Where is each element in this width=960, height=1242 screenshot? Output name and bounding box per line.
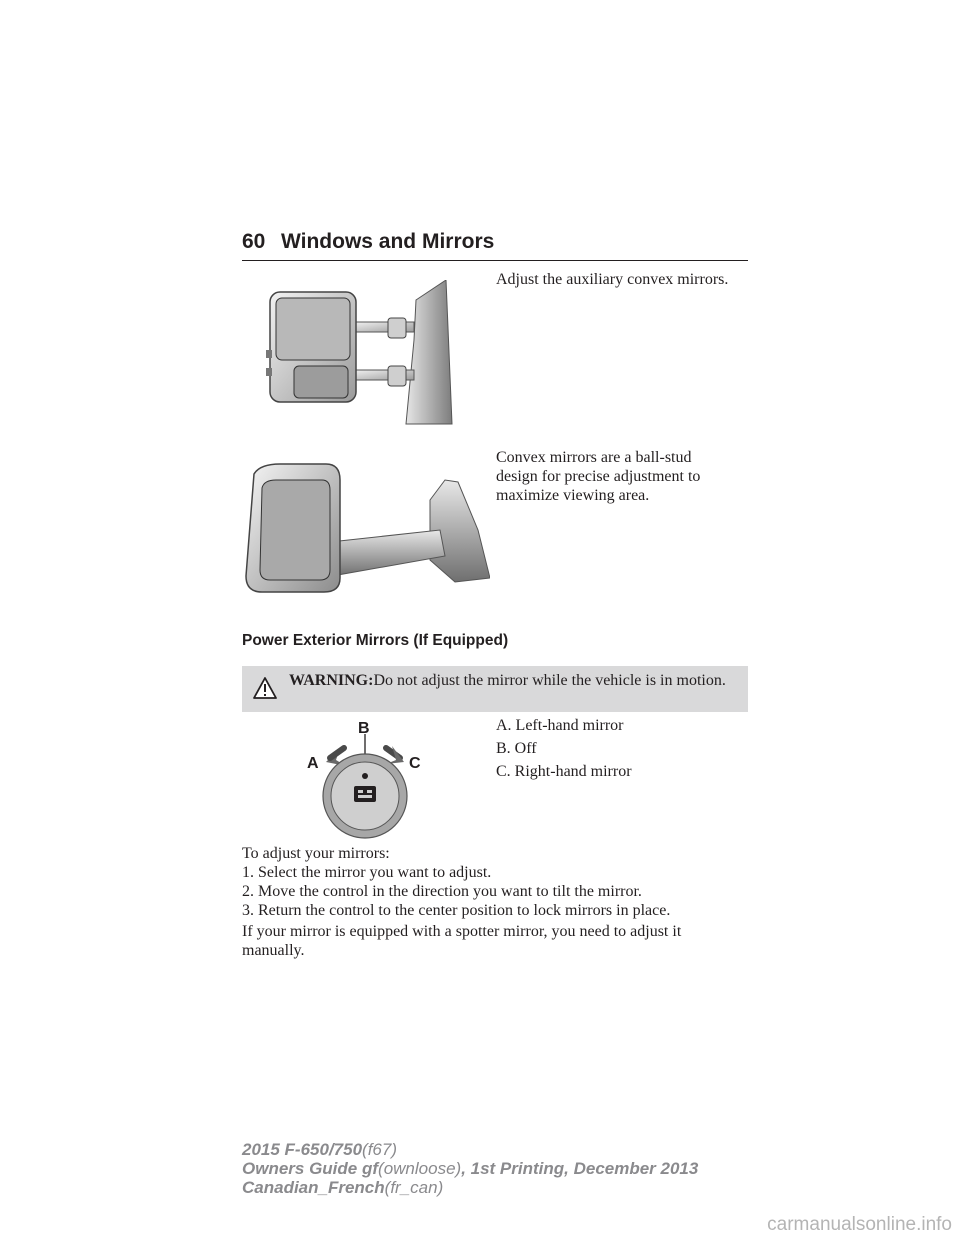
section-heading: Power Exterior Mirrors (If Equipped) bbox=[242, 632, 509, 649]
footer-model: 2015 F-650/750 bbox=[242, 1140, 363, 1159]
convex-mirror-description bbox=[496, 448, 700, 505]
convex-line-3: maximize viewing area. bbox=[496, 487, 650, 504]
legend-item: B. Off bbox=[496, 740, 537, 757]
convex-line-2: design for precise adjustment to bbox=[496, 468, 701, 485]
footer-language-code: (fr_can) bbox=[384, 1178, 444, 1197]
watermark: carmanualsonline.info bbox=[767, 1214, 952, 1235]
control-legend bbox=[496, 716, 632, 781]
control-label-b: B bbox=[358, 720, 370, 737]
warning-triangle-icon bbox=[252, 676, 278, 700]
control-label-a: A bbox=[307, 755, 319, 772]
control-label-c: C bbox=[409, 755, 421, 772]
footer-guide: Owners Guide gf bbox=[242, 1159, 379, 1178]
instructions bbox=[242, 844, 762, 920]
print-footer bbox=[242, 1140, 698, 1197]
legend-item: C. Right-hand mirror bbox=[496, 763, 632, 780]
instructions-intro: To adjust your mirrors: bbox=[242, 845, 390, 862]
warning-message: Do not adjust the mirror while the vehicle is in motion. bbox=[373, 672, 726, 689]
header-rule bbox=[242, 260, 748, 261]
convex-mirror-illustration bbox=[240, 460, 490, 596]
spotter-line-1: If your mirror is equipped with a spotter mirror, you need to adjust it bbox=[242, 923, 682, 940]
footer-guide-code: (ownloose) bbox=[378, 1159, 462, 1178]
warning-text bbox=[289, 670, 729, 692]
warning-label: WARNING: bbox=[289, 672, 374, 689]
mirror-control-illustration bbox=[300, 720, 430, 840]
instruction-step: 3. Return the control to the center position to lock mirrors in place. bbox=[242, 902, 671, 919]
footer-language: Canadian_French bbox=[242, 1178, 385, 1197]
footer-model-code: (f67) bbox=[362, 1140, 398, 1159]
auxiliary-mirror-text: Adjust the auxiliary convex mirrors. bbox=[496, 271, 729, 288]
towing-mirror-illustration bbox=[266, 280, 456, 426]
spotter-line-2: manually. bbox=[242, 942, 305, 959]
convex-line-1: Convex mirrors are a ball-stud bbox=[496, 449, 692, 466]
footer-printing: , 1st Printing, December 2013 bbox=[461, 1159, 699, 1178]
page-title: Windows and Mirrors bbox=[281, 230, 495, 253]
spotter-mirror-note bbox=[242, 922, 762, 960]
page-number: 60 bbox=[242, 230, 266, 253]
legend-item: A. Left-hand mirror bbox=[496, 717, 624, 734]
instruction-step: 1. Select the mirror you want to adjust. bbox=[242, 864, 492, 881]
instruction-step: 2. Move the control in the direction you want to tilt the mirror. bbox=[242, 883, 642, 900]
